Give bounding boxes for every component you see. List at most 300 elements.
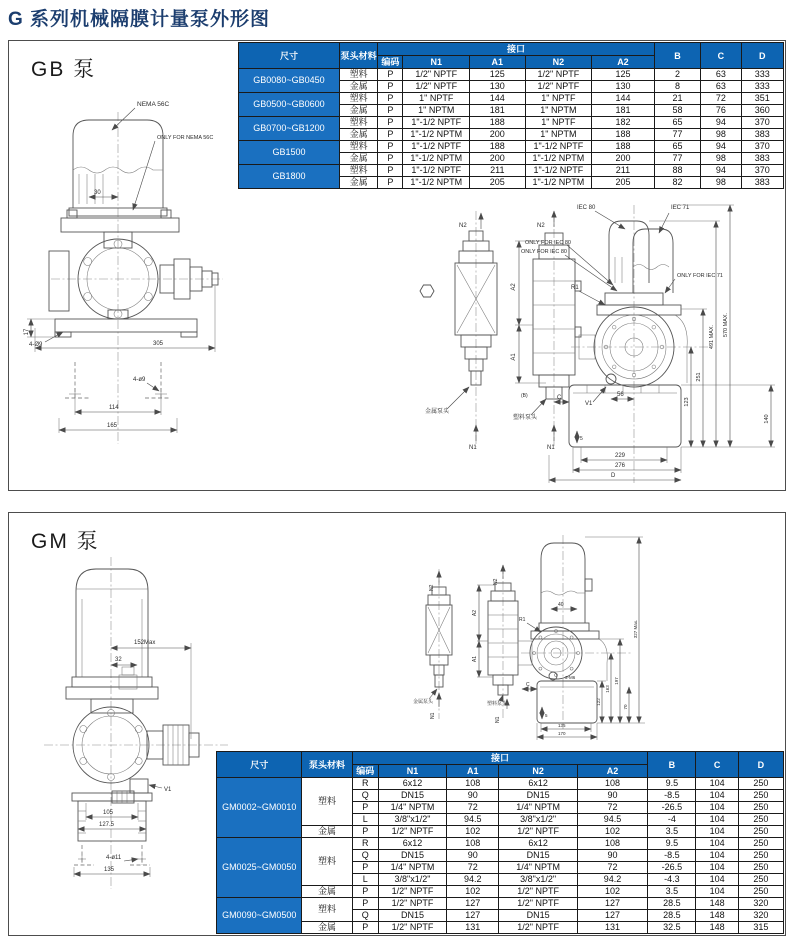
d-cell: 333	[741, 81, 783, 93]
n1-cell: DN15	[378, 910, 446, 922]
n1-cell: 1/2" NPTF	[378, 826, 446, 838]
material-cell: 金属	[339, 129, 377, 141]
gm-table-header	[217, 752, 784, 778]
n1-label: N1	[430, 712, 436, 719]
a2-cell: 182	[592, 117, 655, 129]
dim-123: 123	[684, 397, 690, 407]
iec71-label: IEC 71	[671, 205, 690, 211]
v1-label: V1	[585, 401, 593, 407]
b-cell: 28.5	[648, 898, 696, 910]
col-n2: N2	[525, 56, 592, 69]
n2-label: N2	[459, 223, 467, 229]
metal-head-label: 金属泵头	[425, 409, 450, 415]
c-cell: 76	[701, 105, 741, 117]
centerlines	[44, 557, 228, 889]
size-cell: GB1800	[239, 165, 340, 189]
n2-cell: 3/8"x1/2"	[499, 874, 577, 886]
r1-label: R1	[571, 285, 579, 291]
spec-row	[217, 826, 784, 838]
dim-305: 305	[153, 341, 164, 347]
n1-cell: 1"-1/2 NPTM	[403, 129, 470, 141]
d-cell: 250	[738, 826, 783, 838]
code-cell: P	[378, 105, 403, 117]
b-cell: 82	[654, 177, 700, 189]
gm-section-box	[8, 512, 786, 936]
a1-cell: 127	[447, 910, 499, 922]
n1-cell: 1"-1/2 NPTM	[403, 177, 470, 189]
n2-cell: 1/4" NPTM	[499, 802, 577, 814]
a2-cell: 188	[592, 141, 655, 153]
col-c: C	[696, 752, 738, 778]
material-cell: 金属	[302, 886, 352, 898]
c-cell: 104	[696, 850, 738, 862]
a1-cell: 211	[470, 165, 526, 177]
material-cell: 塑料	[339, 69, 377, 81]
a1-cell: 188	[470, 117, 526, 129]
c-cell: 104	[696, 778, 738, 790]
c-cell: 148	[696, 898, 738, 910]
gm-side-drawing	[391, 529, 676, 741]
b-cell: 32.5	[648, 922, 696, 934]
pump-head-front	[73, 707, 199, 803]
material-cell: 塑料	[339, 165, 377, 177]
a2-cell: 90	[577, 850, 647, 862]
a1-cell: 102	[447, 886, 499, 898]
n2-cell: DN15	[499, 790, 577, 802]
size-cell: GB1500	[239, 141, 340, 165]
a2-cell: 125	[592, 69, 655, 81]
d-cell: 320	[738, 910, 783, 922]
a1-cell: 90	[447, 790, 499, 802]
c-cell: 63	[701, 81, 741, 93]
a2-cell: 72	[577, 862, 647, 874]
dim-70: 70	[623, 704, 628, 710]
spec-row	[239, 117, 784, 129]
col-code: 编码	[352, 765, 378, 778]
n1-cell: 1"-1/2 NPTF	[403, 165, 470, 177]
dim-a1: A1	[472, 655, 478, 663]
b-cell: 28.5	[648, 910, 696, 922]
n2-cell: DN15	[499, 910, 577, 922]
code-cell: P	[378, 177, 403, 189]
c-cell: 104	[696, 826, 738, 838]
dim-251: 251	[696, 372, 702, 382]
dim-276: 276	[615, 463, 626, 469]
a2-cell: 72	[577, 802, 647, 814]
d-cell: 383	[741, 177, 783, 189]
code-cell: R	[352, 838, 378, 850]
n2-cell: 1/2" NPTF	[499, 898, 577, 910]
gb-front-annotations	[24, 101, 215, 433]
only-iec71-label: ONLY FOR IEC 71	[677, 273, 723, 279]
col-n1: N1	[378, 765, 446, 778]
d-cell: 383	[741, 129, 783, 141]
a2-cell: 127	[577, 910, 647, 922]
b-cell: 9.5	[648, 778, 696, 790]
col-interface: 接口	[378, 43, 655, 56]
spec-row	[217, 778, 784, 790]
n1-cell: 1/2" NPTF	[378, 898, 446, 910]
c-cell: 98	[701, 153, 741, 165]
gb-section-title: GB 泵	[31, 58, 97, 81]
a2-cell: 108	[577, 778, 647, 790]
only-iec80-label: ONLY FOR IEC 80	[525, 240, 571, 246]
nema-label: NEMA 56C	[137, 101, 170, 108]
a1-cell: 72	[447, 802, 499, 814]
r1-label: R1	[519, 617, 526, 623]
b-cell: 3.5	[648, 826, 696, 838]
size-cell: GM0025~GM0050	[217, 838, 302, 898]
c-cell: 148	[696, 910, 738, 922]
code-cell: P	[378, 117, 403, 129]
b-cell: 65	[654, 117, 700, 129]
dim-170: 170	[558, 731, 566, 736]
spec-row	[217, 886, 784, 898]
material-cell: 金属	[339, 105, 377, 117]
n1-cell: 1" NPTF	[403, 93, 470, 105]
n2-cell: 1" NPTM	[525, 129, 592, 141]
col-interface: 接口	[352, 752, 648, 765]
d-cell: 320	[738, 898, 783, 910]
code-cell: P	[352, 802, 378, 814]
col-n1: N1	[403, 56, 470, 69]
a2-cell: 94.5	[577, 814, 647, 826]
n2-label: N2	[493, 578, 499, 585]
a1-cell: 144	[470, 93, 526, 105]
only-nema-label: ONLY FOR NEMA 56C	[157, 135, 214, 141]
hex-plug-icon	[420, 285, 434, 297]
b-cell: 58	[654, 105, 700, 117]
n1-cell: 3/8"x1/2"	[378, 874, 446, 886]
dim-229: 229	[615, 453, 626, 459]
gm-front-annotations	[74, 640, 191, 877]
n1-cell: 1/4" NPTM	[378, 862, 446, 874]
dim-491max: 491 MAX.	[709, 324, 715, 350]
code-cell: Q	[352, 790, 378, 802]
dim-c: C	[526, 682, 530, 688]
n2-cell: 1" NPTF	[525, 117, 592, 129]
code-cell: Q	[352, 850, 378, 862]
b-cell: 77	[654, 153, 700, 165]
col-c: C	[701, 43, 741, 69]
d-cell: 250	[738, 790, 783, 802]
dim-56: 56	[617, 392, 624, 398]
size-cell: GM0002~GM0010	[217, 778, 302, 838]
dim-b-ref: (B)	[521, 393, 528, 399]
dim-c: C	[557, 395, 562, 401]
spec-row	[217, 898, 784, 910]
dim-163: 163	[605, 685, 610, 693]
dim-4o11: 4-ø11	[106, 855, 122, 861]
d-cell: 250	[738, 778, 783, 790]
c-cell: 104	[696, 790, 738, 802]
col-a2: A2	[577, 765, 647, 778]
dim-135: 135	[104, 867, 115, 873]
plastic-head-label: 塑料泵头	[487, 701, 508, 707]
b-cell: -4.3	[648, 874, 696, 886]
a2-cell: 181	[592, 105, 655, 117]
dim-3m6: 3-M6	[565, 675, 576, 680]
gb-spec-table	[238, 42, 784, 189]
a1-cell: 127	[447, 898, 499, 910]
pump-side-assembly	[569, 205, 711, 483]
col-d: D	[738, 752, 783, 778]
spec-row	[217, 922, 784, 934]
dim-122: 122	[596, 698, 601, 706]
a1-cell: 188	[470, 141, 526, 153]
gm-section-title: GM 泵	[31, 530, 100, 553]
pump-side-assembly	[518, 535, 631, 729]
d-cell: 370	[741, 165, 783, 177]
n2-cell: 1"-1/2 NPTF	[525, 165, 592, 177]
code-cell: P	[378, 69, 403, 81]
a2-cell: 130	[592, 81, 655, 93]
a1-cell: 131	[447, 922, 499, 934]
code-cell: P	[352, 886, 378, 898]
code-cell: P	[378, 153, 403, 165]
c-cell: 94	[701, 117, 741, 129]
a1-cell: 108	[447, 838, 499, 850]
n1-cell: DN15	[378, 850, 446, 862]
d-cell: 370	[741, 141, 783, 153]
a1-cell: 181	[470, 105, 526, 117]
n1-cell: DN15	[378, 790, 446, 802]
b-cell: -26.5	[648, 802, 696, 814]
plastic-head-label: 塑料泵头	[513, 415, 538, 421]
code-cell: P	[352, 898, 378, 910]
size-cell: GB0080~GB0450	[239, 69, 340, 93]
a2-cell: 211	[592, 165, 655, 177]
gb-side-drawing	[419, 197, 785, 489]
n2-cell: 1/2" NPTF	[525, 81, 592, 93]
page-title: G 系列机械隔膜计量泵外形图	[8, 9, 271, 30]
a1-cell: 72	[447, 862, 499, 874]
a1-cell: 108	[447, 778, 499, 790]
d-cell: 250	[738, 886, 783, 898]
c-cell: 98	[701, 177, 741, 189]
dim-5: 5	[580, 436, 583, 442]
n2-cell: 1/4" NPTM	[499, 862, 577, 874]
c-cell: 72	[701, 93, 741, 105]
col-material: 泵头材料	[302, 752, 352, 778]
gb-section-box	[8, 40, 786, 491]
material-cell: 塑料	[339, 141, 377, 153]
metal-head-valve	[420, 211, 497, 451]
metal-head-label: 金属泵头	[413, 699, 434, 705]
only-iec80-label: ONLY FOR IEC 80	[521, 249, 567, 255]
col-size: 尺寸	[239, 43, 340, 69]
d-cell: 360	[741, 105, 783, 117]
b-cell: 9.5	[648, 838, 696, 850]
n2-cell: 1/2" NPTF	[499, 922, 577, 934]
a1-cell: 130	[470, 81, 526, 93]
code-cell: R	[352, 778, 378, 790]
n1-cell: 3/8"x1/2"	[378, 814, 446, 826]
d-cell: 351	[741, 93, 783, 105]
code-cell: P	[378, 165, 403, 177]
gb-table-header	[239, 43, 784, 69]
dim-d: D	[611, 473, 616, 479]
c-cell: 98	[701, 129, 741, 141]
n1-cell: 1/2" NPTF	[403, 81, 470, 93]
spec-row	[217, 838, 784, 850]
material-cell: 塑料	[339, 117, 377, 129]
material-cell: 金属	[339, 177, 377, 189]
a1-cell: 94.5	[447, 814, 499, 826]
n1-cell: 1"-1/2 NPTF	[403, 117, 470, 129]
col-b: B	[648, 752, 696, 778]
n2-cell: 1/2" NPTF	[525, 69, 592, 81]
d-cell: 250	[738, 814, 783, 826]
size-cell: GB0500~GB0600	[239, 93, 340, 117]
c-cell: 94	[701, 141, 741, 153]
n1-cell: 1" NPTM	[403, 105, 470, 117]
d-cell: 250	[738, 838, 783, 850]
dim-327max: 327 Max.	[633, 619, 638, 639]
code-cell: P	[352, 826, 378, 838]
a1-cell: 90	[447, 850, 499, 862]
code-cell: P	[352, 922, 378, 934]
gm-front-drawing	[16, 549, 246, 934]
a1-cell: 125	[470, 69, 526, 81]
n2-label: N2	[537, 223, 545, 229]
b-cell: 88	[654, 165, 700, 177]
n2-cell: 1" NPTM	[525, 105, 592, 117]
a2-cell: 144	[592, 93, 655, 105]
n1-label: N1	[495, 716, 501, 723]
gm-side-annotations	[519, 537, 645, 740]
col-size: 尺寸	[217, 752, 302, 778]
dim-127-5: 127.5	[99, 822, 115, 828]
n2-cell: 6x12	[499, 778, 577, 790]
dim-4o9-bottom: 4-ø9	[133, 377, 146, 383]
spec-row	[239, 93, 784, 105]
b-cell: 3.5	[648, 886, 696, 898]
c-cell: 104	[696, 886, 738, 898]
dim-40: 40	[558, 602, 564, 608]
code-cell: P	[378, 81, 403, 93]
n2-cell: 1"-1/2 NPTF	[525, 141, 592, 153]
plastic-head-valve	[511, 211, 581, 451]
n1-cell: 6x12	[378, 838, 446, 850]
d-cell: 250	[738, 862, 783, 874]
gb-front-drawing	[11, 96, 241, 448]
v1-label: V1	[164, 787, 172, 793]
col-code: 编码	[378, 56, 403, 69]
size-cell: GM0090~GM0500	[217, 898, 302, 934]
d-cell: 250	[738, 874, 783, 886]
a2-cell: 127	[577, 898, 647, 910]
a1-cell: 102	[447, 826, 499, 838]
dim-105: 105	[103, 810, 114, 816]
d-cell: 250	[738, 802, 783, 814]
col-material: 泵头材料	[339, 43, 377, 69]
d-cell: 250	[738, 850, 783, 862]
plastic-head-valve	[472, 565, 518, 723]
dim-32: 32	[115, 657, 122, 663]
a1-cell: 205	[470, 177, 526, 189]
gb-side-annotations	[521, 205, 775, 483]
n1-label: N1	[547, 445, 555, 451]
b-cell: 2	[654, 69, 700, 81]
c-cell: 104	[696, 862, 738, 874]
code-cell: Q	[352, 910, 378, 922]
spec-row	[239, 69, 784, 81]
dim-a2: A2	[511, 283, 517, 291]
c-cell: 104	[696, 802, 738, 814]
size-cell: GB0700~GB1200	[239, 117, 340, 141]
n1-cell: 1/4" NPTM	[378, 802, 446, 814]
c-cell: 94	[701, 165, 741, 177]
c-cell: 148	[696, 922, 738, 934]
n2-cell: 1" NPTF	[525, 93, 592, 105]
dim-140: 140	[764, 414, 770, 424]
material-cell: 塑料	[302, 778, 352, 826]
dim-17: 17	[24, 328, 30, 336]
a2-cell: 108	[577, 838, 647, 850]
n2-cell: 3/8"x1/2"	[499, 814, 577, 826]
a2-cell: 90	[577, 790, 647, 802]
n2-cell: 6x12	[499, 838, 577, 850]
c-cell: 104	[696, 814, 738, 826]
a1-cell: 200	[470, 129, 526, 141]
dim-165: 165	[107, 423, 118, 429]
b-cell: 8	[654, 81, 700, 93]
n2-cell: DN15	[499, 850, 577, 862]
c-cell: 104	[696, 838, 738, 850]
d-cell: 315	[738, 922, 783, 934]
code-cell: P	[378, 93, 403, 105]
n1-cell: 1/2" NPTF	[378, 922, 446, 934]
col-a1: A1	[447, 765, 499, 778]
n1-cell: 6x12	[378, 778, 446, 790]
material-cell: 金属	[302, 922, 352, 934]
b-cell: 21	[654, 93, 700, 105]
b-cell: -8.5	[648, 850, 696, 862]
b-cell: -4	[648, 814, 696, 826]
a2-cell: 205	[592, 177, 655, 189]
n1-cell: 1"-1/2 NPTF	[403, 141, 470, 153]
n2-label: N2	[429, 584, 435, 591]
spec-row	[239, 141, 784, 153]
code-cell: P	[378, 129, 403, 141]
dim-570max: 570 MAX.	[723, 312, 729, 338]
n1-cell: 1"-1/2 NPTM	[403, 153, 470, 165]
n2-cell: 1/2" NPTF	[499, 886, 577, 898]
d-cell: 370	[741, 117, 783, 129]
dim-152max: 152Max	[134, 640, 156, 646]
dim-114: 114	[109, 405, 119, 411]
a2-cell: 102	[577, 826, 647, 838]
a2-cell: 94.2	[577, 874, 647, 886]
a2-cell: 102	[577, 886, 647, 898]
a2-cell: 131	[577, 922, 647, 934]
a1-cell: 200	[470, 153, 526, 165]
b-cell: -8.5	[648, 790, 696, 802]
b-cell: -26.5	[648, 862, 696, 874]
dim-a2: A2	[472, 609, 478, 617]
n2-cell: 1"-1/2 NPTM	[525, 177, 592, 189]
dim-30: 30	[94, 190, 101, 196]
a2-cell: 188	[592, 129, 655, 141]
gm-spec-table	[216, 751, 784, 934]
a2-cell: 200	[592, 153, 655, 165]
material-cell: 塑料	[302, 898, 352, 922]
c-cell: 63	[701, 69, 741, 81]
n2-cell: 1/2" NPTF	[499, 826, 577, 838]
col-a2: A2	[592, 56, 655, 69]
code-cell: P	[352, 862, 378, 874]
